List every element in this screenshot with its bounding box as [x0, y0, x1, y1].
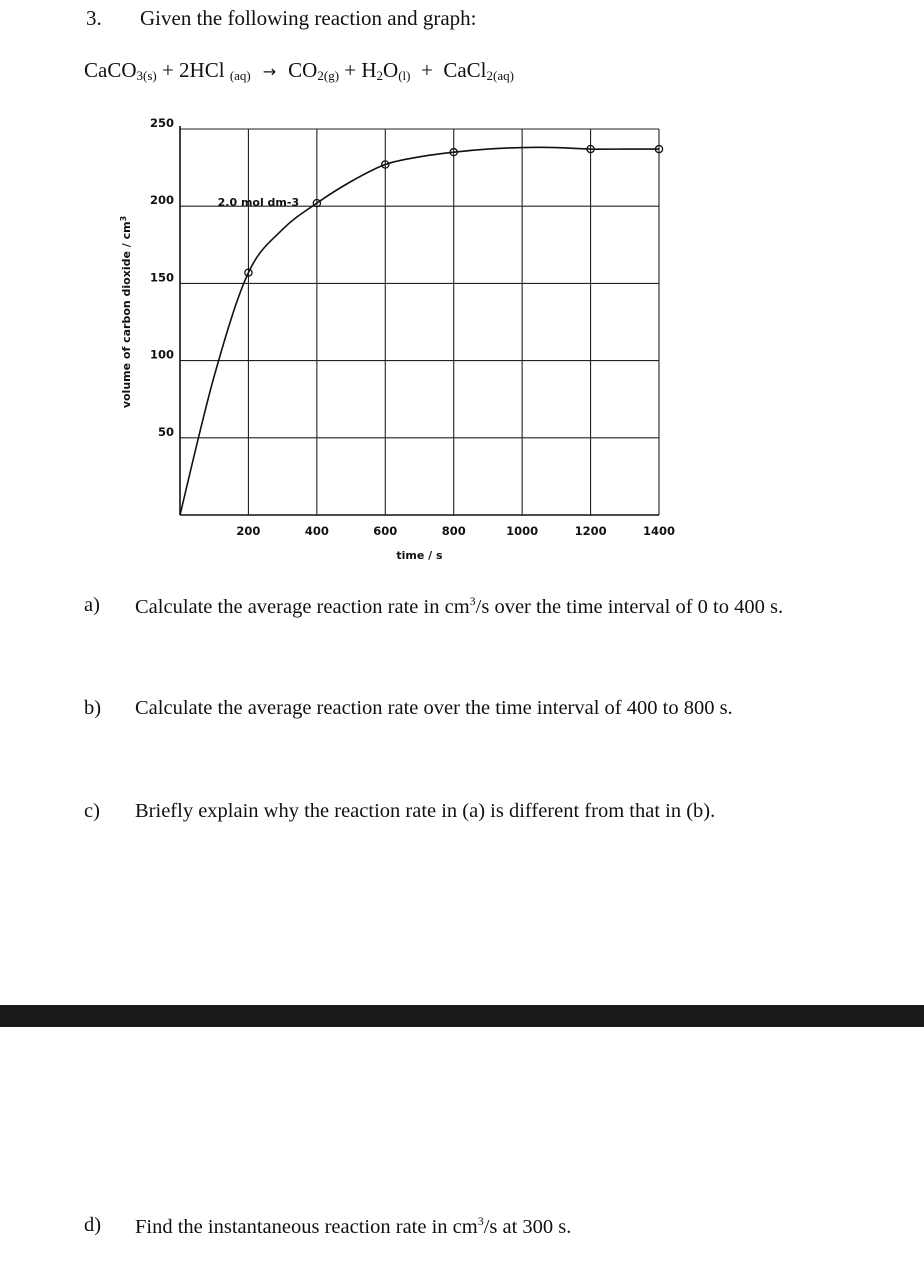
part-a-text-pre: Calculate the average reaction rate in cm	[135, 595, 470, 618]
part-c-text: Briefly explain why the reaction rate in (a) is different from that in (b).	[135, 800, 716, 822]
question-number: 3.	[86, 6, 102, 30]
part-d-text-pre: Find the instantaneous reaction rate in cm	[135, 1215, 478, 1238]
page-divider-bar	[0, 1005, 924, 1027]
eq-product-h2o: + H	[339, 58, 377, 82]
x-tick-label-600: 600	[373, 524, 398, 538]
question-text: Given the following reaction and graph:	[140, 6, 477, 30]
chemical-equation	[84, 58, 514, 84]
chart-y-axis-label-text: volume of carbon dioxide / cm	[120, 221, 133, 409]
x-tick-label-200: 200	[236, 524, 261, 538]
eq-sub-h2: 2	[376, 68, 384, 83]
part-b-label: b)	[84, 697, 102, 719]
chart-x-axis-label: time / s	[396, 549, 443, 562]
x-tick-label-1400: 1400	[642, 524, 676, 538]
y-tick-label-250: 250	[149, 116, 174, 130]
part-d-sup: 3	[477, 1214, 484, 1228]
chart-y-axis-label	[119, 216, 133, 408]
chart-grid	[180, 129, 659, 515]
eq-reactant-hcl: + 2HCl	[156, 58, 230, 82]
y-tick-label-200: 200	[149, 193, 174, 208]
co2-volume-chart	[110, 112, 690, 572]
eq-product-cacl2: + CaCl	[410, 58, 487, 82]
eq-sub-h2o: (l)	[398, 68, 411, 83]
part-c-label: c)	[84, 800, 100, 822]
part-d-text-post: /s at 300 s.	[483, 1215, 572, 1238]
x-tick-label-1200: 1200	[574, 524, 607, 538]
eq-sub-hcl: (aq)	[229, 68, 251, 83]
eq-sub-co2: 2(g)	[317, 68, 340, 83]
part-a-sup: 3	[469, 594, 476, 608]
part-a-text	[135, 594, 783, 619]
eq-product-h2o-o: O	[383, 58, 399, 82]
chart-y-axis-label-sup: 3	[119, 215, 128, 222]
part-a-label: a)	[84, 594, 100, 616]
x-tick-label-1000: 1000	[506, 524, 539, 538]
chart-axes	[180, 126, 659, 515]
eq-reactant-caco3: CaCO	[84, 58, 137, 82]
eq-product-co2: CO	[288, 58, 318, 82]
y-tick-label-100: 100	[149, 347, 174, 362]
eq-sub-cacl2: 2(aq)	[486, 68, 514, 83]
y-tick-label-150: 150	[149, 270, 174, 285]
x-tick-label-800: 800	[441, 524, 466, 538]
eq-arrow: →	[262, 62, 277, 81]
chart-annotation: 2.0 mol dm-3	[217, 196, 300, 210]
x-tick-label-400: 400	[304, 524, 329, 538]
part-a-text-post: /s over the time interval of 0 to 400 s.	[475, 595, 784, 618]
y-tick-label-50: 50	[157, 424, 174, 439]
part-d-text	[135, 1214, 571, 1239]
part-b-text: Calculate the average reaction rate over the time interval of 400 to 800 s.	[135, 697, 733, 719]
part-d-label: d)	[84, 1214, 102, 1236]
eq-sub-caco3: 3(s)	[136, 68, 157, 83]
